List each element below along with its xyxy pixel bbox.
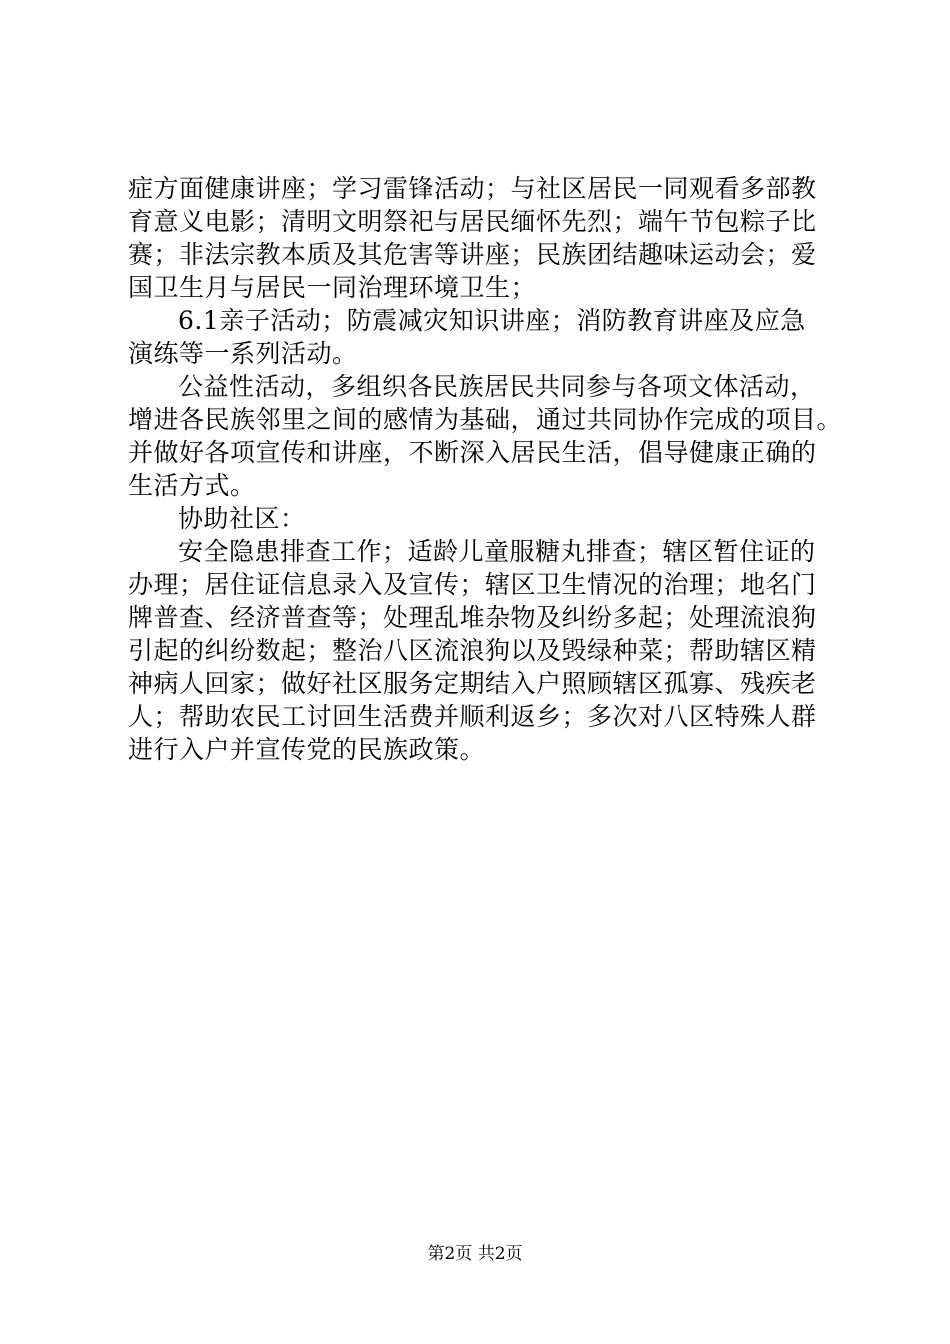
document-body: [128, 172, 843, 766]
paragraph-health-activities: [128, 172, 828, 304]
text-line: 公益性活动，多组织各民族居民共同参与各项文体活动，: [178, 372, 816, 401]
text-line: 人；帮助农民工讨回生活费并顺利返乡；多次对八区特殊人群: [128, 702, 817, 731]
text-line: 育意义电影；清明文明祭祀与居民缅怀先烈；端午节包粽子比: [128, 207, 817, 236]
text-line: 牌普查、经济普查等；处理乱堆杂物及纠纷多起；处理流浪狗: [128, 603, 817, 632]
text-line: 神病人回家；做好社区服务定期结入户照顾辖区孤寡、残疾老: [128, 669, 817, 698]
text-line: 办理；居住证信息录入及宣传；辖区卫生情况的治理；地名门: [128, 570, 817, 599]
text-line: 赛；非法宗教本质及其危害等讲座；民族团结趣味运动会；爱: [128, 240, 817, 269]
paragraph-children-activities: [128, 304, 828, 370]
text-line: 生活方式。: [128, 471, 256, 500]
paragraph-community-assistance: [128, 535, 828, 766]
text-line: 安全隐患排查工作；适龄儿童服糖丸排查；辖区暂住证的: [178, 537, 816, 566]
text-line: 演练等一系列活动。: [128, 339, 358, 368]
text-line: 国卫生月与居民一同治理环境卫生；: [128, 273, 537, 302]
paragraph-public-welfare: [128, 370, 843, 502]
text-line: 并做好各项宣传和讲座，不断深入居民生活，倡导健康正确的: [128, 438, 817, 467]
text-line: 增进各民族邻里之间的感情为基础，通过共同协作完成的项目。: [128, 405, 843, 434]
text-line: 引起的纠纷数起；整治八区流浪狗以及毁绿种菜；帮助辖区精: [128, 636, 817, 665]
text-line: 症方面健康讲座；学习雷锋活动；与社区居民一同观看多部教: [128, 174, 817, 203]
text-line: 6.1亲子活动；防震减灾知识讲座；消防教育讲座及应急: [178, 306, 806, 335]
page-number: 第2页 共2页: [427, 1244, 523, 1264]
page-footer: [0, 1243, 950, 1265]
section-heading-assist-community: 协助社区：: [178, 504, 306, 533]
text-line: 进行入户并宣传党的民族政策。: [128, 735, 486, 764]
